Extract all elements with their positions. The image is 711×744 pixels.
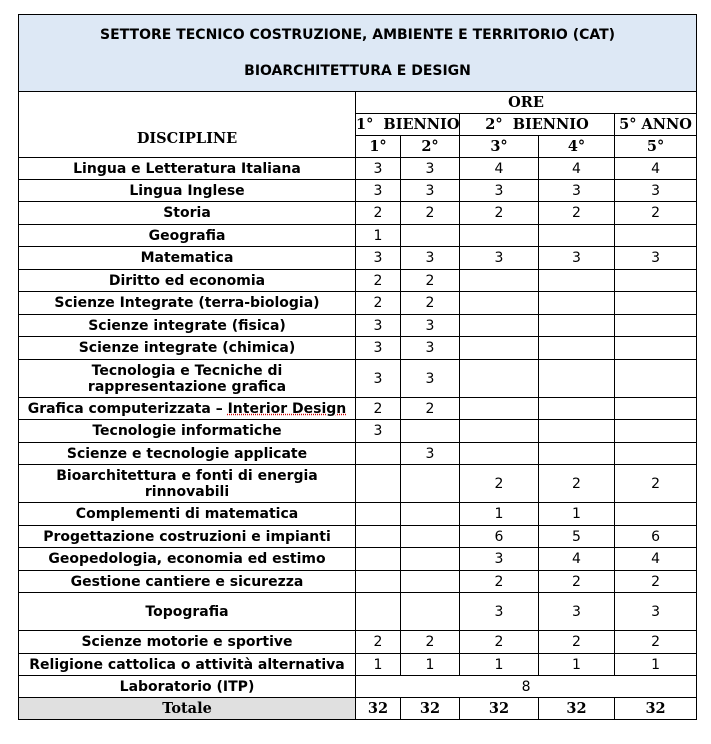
discipline-header: DISCIPLINE (19, 92, 356, 158)
group-header-quinto-anno: 5° ANNO (615, 114, 697, 136)
hours-cell: 2 (401, 202, 460, 225)
hours-cell: 1 (460, 654, 539, 676)
hours-cell: 2 (401, 631, 460, 654)
table-row (19, 247, 697, 270)
hours-cell (539, 270, 615, 292)
discipline-name-extra: Interior Design (227, 400, 347, 417)
table-row (19, 360, 697, 398)
hours-cell: 6 (615, 526, 697, 548)
discipline-name-line-2: rappresentazione grafica (87, 378, 287, 395)
hours-cell: 3 (356, 337, 401, 360)
hours-cell (401, 420, 460, 443)
year-header: 1° (356, 136, 401, 158)
hours-cell (460, 292, 539, 315)
totale-cell: 32 (401, 698, 460, 720)
hours-cell (615, 292, 697, 315)
discipline-name-text: Religione cattolica o attività alternativa (29, 656, 345, 673)
hours-cell (615, 225, 697, 247)
hours-cell: 3 (356, 315, 401, 337)
discipline-name (19, 247, 356, 270)
hours-cell: 2 (615, 202, 697, 225)
discipline-name (19, 180, 356, 202)
table-row (19, 270, 697, 292)
hours-cell: 2 (460, 571, 539, 593)
hours-cell: 4 (460, 158, 539, 180)
hours-cell: 2 (539, 571, 615, 593)
hours-cell (356, 526, 401, 548)
hours-cell: 3 (615, 247, 697, 270)
hours-cell (401, 503, 460, 526)
table-row (19, 503, 697, 526)
discipline-name (19, 202, 356, 225)
table-row (19, 158, 697, 180)
table-row (19, 315, 697, 337)
discipline-name (19, 360, 356, 398)
hours-cell: 2 (615, 465, 697, 503)
hours-cell (539, 398, 615, 420)
table-row (19, 526, 697, 548)
hours-cell (615, 270, 697, 292)
hours-cell (460, 270, 539, 292)
year-header: 4° (539, 136, 615, 158)
hours-cell: 2 (539, 202, 615, 225)
discipline-name (19, 593, 356, 631)
hours-cell: 3 (401, 158, 460, 180)
hours-cell: 3 (460, 548, 539, 571)
discipline-name-text: Scienze integrate (fisica) (88, 317, 286, 334)
discipline-name-text: Geografia (148, 227, 226, 244)
hours-cell (460, 360, 539, 398)
discipline-name (19, 503, 356, 526)
discipline-name-text: Progettazione costruzioni e impianti (43, 528, 331, 545)
hours-cell: 3 (460, 180, 539, 202)
discipline-name (19, 420, 356, 443)
hours-cell: 3 (356, 360, 401, 398)
discipline-name-text: Gestione cantiere e sicurezza (70, 573, 304, 590)
discipline-name (19, 571, 356, 593)
hours-cell: 6 (460, 526, 539, 548)
table-row-totale (19, 698, 697, 720)
ore-header: ORE (356, 92, 697, 114)
totale-cell: 32 (356, 698, 401, 720)
hours-cell: 1 (401, 654, 460, 676)
table-row (19, 548, 697, 571)
hours-cell: 5 (539, 526, 615, 548)
table-row (19, 631, 697, 654)
hours-cell (539, 337, 615, 360)
hours-cell (460, 443, 539, 465)
hours-cell (460, 225, 539, 247)
table-row (19, 180, 697, 202)
hours-cell (615, 398, 697, 420)
title-line-1: SETTORE TECNICO COSTRUZIONE, AMBIENTE E TERRITORIO (CAT) (100, 27, 616, 43)
hours-cell: 3 (401, 443, 460, 465)
year-header: 5° (615, 136, 697, 158)
hours-cell: 2 (460, 465, 539, 503)
hours-cell (460, 420, 539, 443)
hours-cell (356, 548, 401, 571)
discipline-name-text: Tecnologie informatiche (92, 423, 282, 439)
hours-cell (539, 225, 615, 247)
discipline-name-text: Complementi di matematica (75, 506, 299, 522)
hours-cell: 3 (460, 247, 539, 270)
laboratorio-value: 8 (356, 676, 697, 698)
hours-cell: 4 (539, 158, 615, 180)
discipline-name-text: Scienze motorie e sportive (81, 634, 293, 650)
hours-cell: 4 (615, 548, 697, 571)
hours-cell (401, 225, 460, 247)
hours-cell (401, 465, 460, 503)
discipline-name-text: Matematica (140, 250, 234, 266)
table-row (19, 654, 697, 676)
totale-label: Totale (19, 698, 356, 720)
hours-cell: 2 (401, 398, 460, 420)
hours-cell: 3 (539, 180, 615, 202)
discipline-name-text: Scienze e tecnologie applicate (66, 445, 308, 462)
laboratorio-name: Laboratorio (ITP) (19, 676, 356, 698)
table-row (19, 398, 697, 420)
discipline-name (19, 315, 356, 337)
discipline-name-text: Storia (163, 205, 211, 221)
hours-cell: 3 (539, 247, 615, 270)
discipline-name-text: Grafica computerizzata – (27, 400, 228, 417)
curriculum-table (18, 14, 697, 720)
hours-cell: 3 (401, 315, 460, 337)
hours-cell: 1 (615, 654, 697, 676)
hours-cell (460, 315, 539, 337)
table-row (19, 292, 697, 315)
year-header: 2° (401, 136, 460, 158)
hours-cell: 2 (356, 292, 401, 315)
group-header-secondo-biennio: 2° BIENNIO (460, 114, 615, 136)
discipline-name (19, 225, 356, 247)
year-header: 3° (460, 136, 539, 158)
hours-cell: 1 (356, 225, 401, 247)
discipline-name (19, 337, 356, 360)
hours-cell: 3 (401, 337, 460, 360)
hours-cell: 3 (356, 247, 401, 270)
hours-cell (401, 548, 460, 571)
hours-cell (356, 503, 401, 526)
title-line-2: BIOARCHITETTURA E DESIGN (244, 63, 471, 79)
table-row (19, 337, 697, 360)
table-row-laboratorio (19, 676, 697, 698)
hours-cell: 1 (539, 503, 615, 526)
discipline-name (19, 270, 356, 292)
hours-cell: 3 (356, 158, 401, 180)
hours-cell (539, 315, 615, 337)
hours-cell: 2 (615, 631, 697, 654)
discipline-name-text: Lingua Inglese (129, 182, 245, 199)
discipline-name (19, 398, 356, 420)
discipline-name-text: Scienze integrate (chimica) (78, 340, 296, 356)
hours-cell (356, 593, 401, 631)
hours-cell: 2 (539, 465, 615, 503)
discipline-name-text: Bioarchitettura e fonti di energia (56, 467, 318, 484)
table-row (19, 420, 697, 443)
table-row (19, 571, 697, 593)
hours-cell: 3 (401, 360, 460, 398)
totale-cell: 32 (615, 698, 697, 720)
discipline-name (19, 292, 356, 315)
hours-cell (615, 503, 697, 526)
hours-cell: 3 (460, 593, 539, 631)
discipline-name-text: Diritto ed economia (108, 272, 266, 289)
hours-cell: 2 (401, 292, 460, 315)
hours-cell: 2 (615, 571, 697, 593)
hours-cell (356, 465, 401, 503)
totale-cell: 32 (539, 698, 615, 720)
hours-cell: 2 (356, 398, 401, 420)
hours-cell: 4 (539, 548, 615, 571)
discipline-name (19, 548, 356, 571)
table-row (19, 202, 697, 225)
hours-cell (539, 360, 615, 398)
discipline-name (19, 631, 356, 654)
hours-cell: 2 (460, 631, 539, 654)
hours-cell: 1 (460, 503, 539, 526)
hours-cell (356, 443, 401, 465)
hours-cell (615, 337, 697, 360)
discipline-name-text: Lingua e Letteratura Italiana (73, 160, 301, 177)
hours-cell: 3 (539, 593, 615, 631)
totale-cell: 32 (460, 698, 539, 720)
hours-cell: 3 (356, 180, 401, 202)
hours-cell (539, 443, 615, 465)
hours-cell: 2 (356, 270, 401, 292)
discipline-name (19, 158, 356, 180)
hours-cell: 1 (539, 654, 615, 676)
discipline-name-text: Scienze Integrate (terra-biologia) (54, 295, 320, 311)
hours-cell: 3 (615, 593, 697, 631)
hours-cell (460, 337, 539, 360)
table-row (19, 443, 697, 465)
hours-cell (401, 571, 460, 593)
discipline-name (19, 465, 356, 503)
discipline-name (19, 526, 356, 548)
table-row (19, 465, 697, 503)
hours-cell (615, 360, 697, 398)
discipline-name (19, 654, 356, 676)
hours-cell (356, 571, 401, 593)
curriculum-table-container (18, 14, 696, 720)
hours-cell: 2 (356, 202, 401, 225)
hours-cell: 4 (615, 158, 697, 180)
hours-cell: 2 (460, 202, 539, 225)
hours-cell: 3 (401, 180, 460, 202)
hours-cell (615, 443, 697, 465)
hours-cell: 3 (356, 420, 401, 443)
hours-cell (615, 420, 697, 443)
hours-cell (460, 398, 539, 420)
discipline-name-text: Tecnologia e Tecniche di (91, 362, 283, 379)
table-title (19, 15, 697, 92)
hours-cell (401, 526, 460, 548)
table-row (19, 225, 697, 247)
table-row (19, 593, 697, 631)
hours-cell (615, 315, 697, 337)
hours-cell: 1 (356, 654, 401, 676)
discipline-name-text: Geopedologia, economia ed estimo (48, 551, 326, 567)
hours-cell (539, 420, 615, 443)
hours-cell: 3 (615, 180, 697, 202)
discipline-name-text: Topografia (145, 603, 229, 620)
hours-cell (401, 593, 460, 631)
hours-cell (539, 292, 615, 315)
hours-cell: 3 (401, 247, 460, 270)
group-header-primo-biennio: 1° BIENNIO (356, 114, 460, 136)
hours-cell: 2 (539, 631, 615, 654)
discipline-name-line-2: rinnovabili (144, 483, 230, 500)
hours-cell: 2 (401, 270, 460, 292)
hours-cell: 2 (356, 631, 401, 654)
discipline-name (19, 443, 356, 465)
